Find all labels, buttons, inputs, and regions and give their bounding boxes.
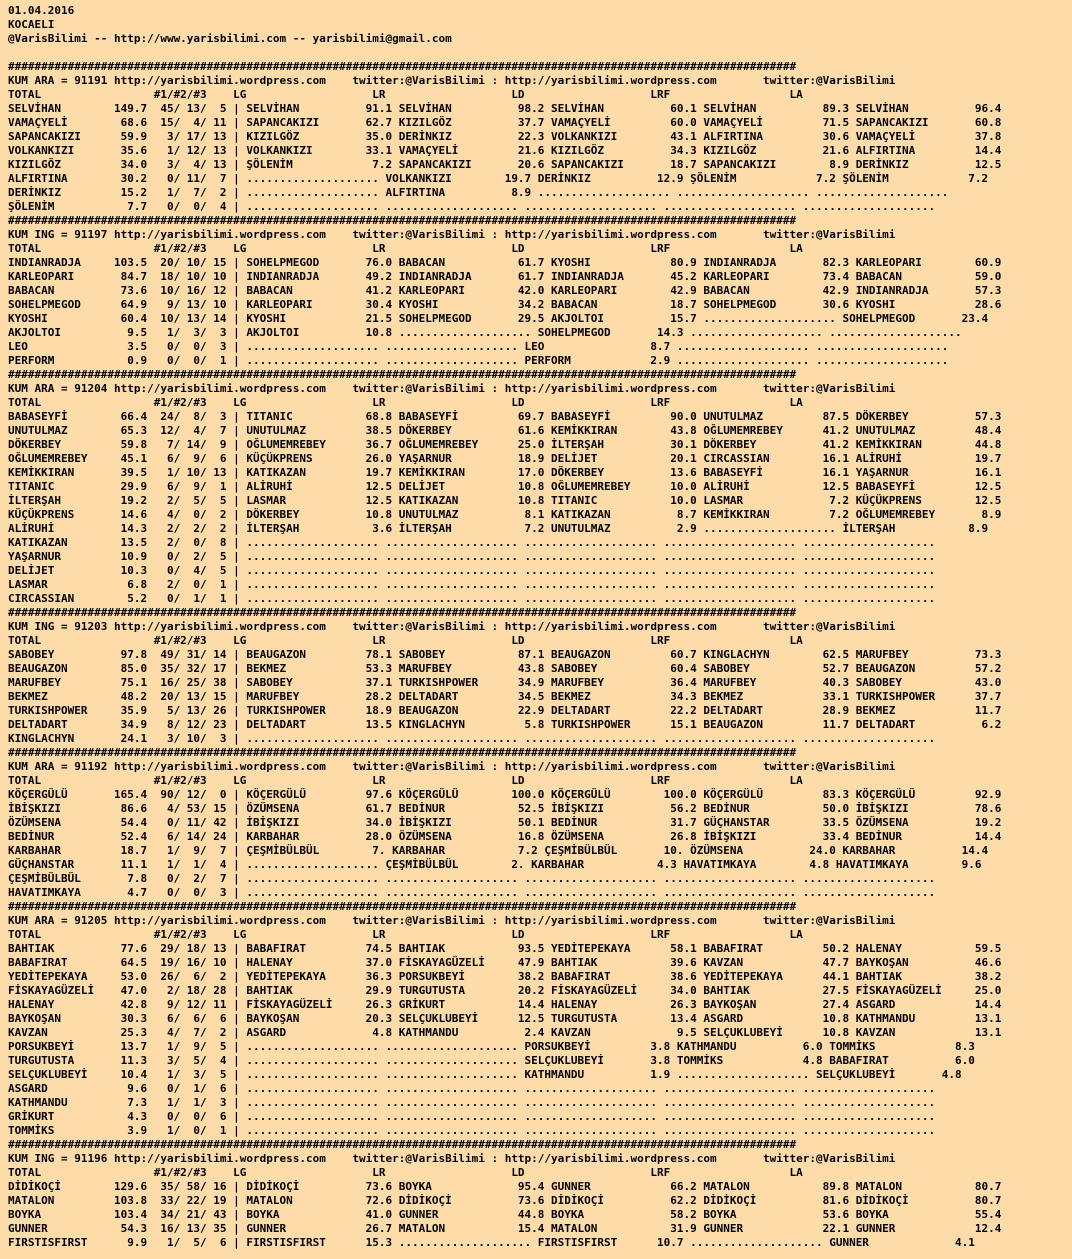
section-separator: ####################################################################################################################### [8, 368, 797, 381]
table-row: MARUFBEY 75.1 16/ 25/ 38 | SABOBEY 37.1 TURKISHPOWER 34.9 MARUFBEY 36.4 MARUFBEY 40.3 SABOBEY 43.0 [8, 676, 1002, 689]
race-section [8, 214, 1072, 368]
table-row: ŞÖLENİM 7.7 0/ 0/ 4 | .................... .................... .................... .................... .................... [8, 200, 936, 213]
column-headers: TOTAL #1/#2/#3 LG LR LD LRF LA [8, 1166, 803, 1179]
table-row: SABOBEY 97.8 49/ 31/ 14 | BEAUGAZON 78.1 SABOBEY 87.1 BEAUGAZON 60.7 KINGLACHYN 62.5 MARUFBEY 73.3 [8, 648, 1002, 661]
race-title: KUM ING = 91203 http://yarisbilimi.wordpress.com twitter:@VarisBilimi : http://yarisbilimi.wordpress.com twitter:@VarisBilimi [8, 620, 896, 633]
table-row: KAVZAN 25.3 4/ 7/ 2 | ASGARD 4.8 KATHMANDU 2.4 KAVZAN 9.5 SELÇUKLUBEYİ 10.8 KAVZAN 13.1 [8, 1026, 1002, 1039]
table-row: TURKISHPOWER 35.9 5/ 13/ 26 | TURKISHPOWER 18.9 BEAUGAZON 22.9 DELTADART 22.2 DELTADART 28.9 BEKMEZ 11.7 [8, 704, 1002, 717]
table-row: BABAFIRAT 64.5 19/ 16/ 10 | HALENAY 37.0 FİSKAYAGÜZELİ 47.9 BAHTIAK 39.6 KAVZAN 47.7 BAYKOŞAN 46.6 [8, 956, 1002, 969]
table-row: KÖÇERGÜLÜ 165.4 90/ 12/ 0 | KÖÇERGÜLÜ 97.6 KÖÇERGÜLÜ 100.0 KÖÇERGÜLÜ 100.0 KÖÇERGÜLÜ 83.3 KÖÇERGÜLÜ 92.9 [8, 788, 1002, 801]
table-row: DİDİKOÇİ 129.6 35/ 58/ 16 | DİDİKOÇİ 73.6 BOYKA 95.4 GUNNER 66.2 MATALON 89.8 MATALON 80.7 [8, 1180, 1002, 1193]
column-headers: TOTAL #1/#2/#3 LG LR LD LRF LA [8, 396, 803, 409]
table-row: OĞLUMEMREBEY 45.1 6/ 9/ 6 | KÜÇÜKPRENS 26.0 YAŞARNUR 18.9 DELİJET 20.1 CIRCASSIAN 16.1 ALİRUHİ 19.7 [8, 452, 1002, 465]
table-row: TITANIC 29.9 6/ 9/ 1 | ALİRUHİ 12.5 DELİJET 10.8 OĞLUMEMREBEY 10.0 ALİRUHİ 12.5 BABASEYFİ 12.5 [8, 480, 1002, 493]
race-section [8, 368, 1072, 606]
table-row: DERİNKIZ 15.2 1/ 7/ 2 | .................... ALFIRTINA 8.9 .................... .................... .................... [8, 186, 949, 199]
table-row: ÇEŞMİBÜLBÜL 7.8 0/ 2/ 7 | .................... .................... .................... .................... .................... [8, 872, 936, 885]
table-row: KATIKAZAN 13.5 2/ 0/ 8 | .................... .................... .................... .................... .................... [8, 536, 936, 549]
race-sections [8, 60, 1072, 1250]
race-title: KUM ING = 91196 http://yarisbilimi.wordpress.com twitter:@VarisBilimi : http://yarisbilimi.wordpress.com twitter:@VarisBilimi [8, 1152, 896, 1165]
table-row: LEO 3.5 0/ 0/ 3 | .................... .................... LEO 8.7 .................... .................... [8, 340, 949, 353]
table-row: BABASEYFİ 66.4 24/ 8/ 3 | TITANIC 68.8 BABASEYFİ 69.7 BABASEYFİ 90.0 UNUTULMAZ 87.5 DÖKERBEY 57.3 [8, 410, 1002, 423]
table-row: SELÇUKLUBEYİ 10.4 1/ 3/ 5 | .................... .................... KATHMANDU 1.9 .................... SELÇUKLUBEYİ 4.8 [8, 1068, 962, 1081]
table-row: VOLKANKIZI 35.6 1/ 12/ 13 | VOLKANKIZI 33.1 VAMAÇYELİ 21.6 KIZILGÖZ 34.3 KIZILGÖZ 21.6 ALFIRTINA 14.4 [8, 144, 1002, 157]
table-row: KYOSHI 60.4 10/ 13/ 14 | KYOSHI 21.5 SOHELPMEGOD 29.5 AKJOLTOI 15.7 .................... SOHELPMEGOD 23.4 [8, 312, 989, 325]
race-section [8, 746, 1072, 900]
table-row: KINGLACHYN 24.1 3/ 10/ 3 | .................... .................... .................... .................... .................... [8, 732, 936, 745]
report-date: 01.04.2016 [8, 4, 75, 17]
table-row: PORSUKBEYİ 13.7 1/ 9/ 5 | .................... .................... PORSUKBEYİ 3.8 KATHMANDU 6.0 TOMMİKS 8.3 [8, 1040, 975, 1053]
table-row: LASMAR 6.8 2/ 0/ 1 | .................... .................... .................... .................... .................... [8, 578, 936, 591]
table-row: GUNNER 54.3 16/ 13/ 35 | GUNNER 26.7 MATALON 15.4 MATALON 31.9 GUNNER 22.1 GUNNER 12.4 [8, 1222, 1002, 1235]
table-row: TOMMİKS 3.9 1/ 0/ 1 | .................... .................... .................... .................... .................... [8, 1124, 936, 1137]
table-row: PERFORM 0.9 0/ 0/ 1 | .................... .................... PERFORM 2.9 .................... .................... [8, 354, 949, 367]
table-row: BOYKA 103.4 34/ 21/ 43 | BOYKA 41.0 GUNNER 44.8 BOYKA 58.2 BOYKA 53.6 BOYKA 55.4 [8, 1208, 1002, 1221]
race-section [8, 900, 1072, 1138]
column-headers: TOTAL #1/#2/#3 LG LR LD LRF LA [8, 88, 803, 101]
section-separator: ####################################################################################################################### [8, 1138, 797, 1151]
section-separator: ####################################################################################################################### [8, 60, 797, 73]
table-row: KARBAHAR 18.7 1/ 9/ 7 | ÇEŞMİBÜLBÜL 7. KARBAHAR 7.2 ÇEŞMİBÜLBÜL 10. ÖZÜMSENA 24.0 KARBAHAR 14.4 [8, 844, 989, 857]
table-row: İLTERŞAH 19.2 2/ 5/ 5 | LASMAR 12.5 KATIKAZAN 10.8 TITANIC 10.0 LASMAR 7.2 KÜÇÜKPRENS 12.5 [8, 494, 1002, 507]
table-row: SOHELPMEGOD 64.9 9/ 13/ 10 | KARLEOPARI 30.4 KYOSHI 34.2 BABACAN 18.7 SOHELPMEGOD 30.6 KYOSHI 28.6 [8, 298, 1002, 311]
table-row: KEMİKKIRAN 39.5 1/ 10/ 13 | KATIKAZAN 19.7 KEMİKKIRAN 17.0 DÖKERBEY 13.6 BABASEYFİ 16.1 YAŞARNUR 16.1 [8, 466, 1002, 479]
table-row: ALİRUHİ 14.3 2/ 2/ 2 | İLTERŞAH 3.6 İLTERŞAH 7.2 UNUTULMAZ 2.9 .................... İLTERŞAH 8.9 [8, 522, 989, 535]
section-separator: ####################################################################################################################### [8, 606, 797, 619]
race-section [8, 60, 1072, 214]
section-separator: ####################################################################################################################### [8, 900, 797, 913]
table-row: MATALON 103.8 33/ 22/ 19 | MATALON 72.6 DİDİKOÇİ 73.6 DİDİKOÇİ 62.2 DİDİKOÇİ 81.6 DİDİKOÇİ 80.7 [8, 1194, 1002, 1207]
table-row: INDIANRADJA 103.5 20/ 10/ 15 | SOHELPMEGOD 76.0 BABACAN 61.7 KYOSHI 80.9 INDIANRADJA 82.3 KARLEOPARI 60.9 [8, 256, 1002, 269]
table-row: VAMAÇYELİ 68.6 15/ 4/ 11 | SAPANCAKIZI 62.7 KIZILGÖZ 37.7 VAMAÇYELİ 60.0 VAMAÇYELİ 71.5 SAPANCAKIZI 60.8 [8, 116, 1002, 129]
table-row: İBİŞKIZI 86.6 4/ 53/ 15 | ÖZÜMSENA 61.7 BEDİNUR 52.5 İBİŞKIZI 56.2 BEDİNUR 50.0 İBİŞKIZI 78.6 [8, 802, 1002, 815]
table-row: ASGARD 9.6 0/ 1/ 6 | .................... .................... .................... .................... .................... [8, 1082, 936, 1095]
table-row: BAHTIAK 77.6 29/ 18/ 13 | BABAFIRAT 74.5 BAHTIAK 93.5 YEDİTEPEKAYA 58.1 BABAFIRAT 50.2 HALENAY 59.5 [8, 942, 1002, 955]
table-row: BAYKOŞAN 30.3 6/ 6/ 6 | BAYKOŞAN 20.3 SELÇUKLUBEYİ 12.5 TURGUTUSTA 13.4 ASGARD 10.8 KATHMANDU 13.1 [8, 1012, 1002, 1025]
table-row: KARLEOPARI 84.7 18/ 10/ 10 | INDIANRADJA 49.2 INDIANRADJA 61.7 INDIANRADJA 45.2 KARLEOPARI 73.4 BABACAN 59.0 [8, 270, 1002, 283]
table-row: FİSKAYAGÜZELİ 47.0 2/ 18/ 28 | BAHTIAK 29.9 TURGUTUSTA 20.2 FİSKAYAGÜZELİ 34.0 BAHTIAK 27.5 FİSKAYAGÜZELİ 25.0 [8, 984, 1002, 997]
race-title: KUM ARA = 91205 http://yarisbilimi.wordpress.com twitter:@VarisBilimi : http://yarisbilimi.wordpress.com twitter:@VarisBilimi [8, 914, 896, 927]
race-section [8, 606, 1072, 746]
report-city: KOCAELI [8, 18, 55, 31]
column-headers: TOTAL #1/#2/#3 LG LR LD LRF LA [8, 634, 803, 647]
table-row: KIZILGÖZ 34.0 3/ 4/ 13 | ŞÖLENİM 7.2 SAPANCAKIZI 20.6 SAPANCAKIZI 18.7 SAPANCAKIZI 8.9 DERİNKIZ 12.5 [8, 158, 1002, 171]
table-row: YAŞARNUR 10.9 0/ 2/ 5 | .................... .................... .................... .................... .................... [8, 550, 936, 563]
table-row: SAPANCAKIZI 59.9 3/ 17/ 13 | KIZILGÖZ 35.0 DERİNKIZ 22.3 VOLKANKIZI 43.1 ALFIRTINA 30.6 VAMAÇYELİ 37.8 [8, 130, 1002, 143]
table-row: GRİKURT 4.3 0/ 0/ 6 | .................... .................... .................... .................... .................... [8, 1110, 936, 1123]
column-headers: TOTAL #1/#2/#3 LG LR LD LRF LA [8, 242, 803, 255]
table-row: BEKMEZ 48.2 20/ 13/ 15 | MARUFBEY 28.2 DELTADART 34.5 BEKMEZ 34.3 BEKMEZ 33.1 TURKISHPOWER 37.7 [8, 690, 1002, 703]
blank-line [8, 46, 1072, 60]
table-row: TURGUTUSTA 11.3 3/ 5/ 4 | .................... .................... SELÇUKLUBEYİ 3.8 TOMMİKS 4.8 BABAFIRAT 6.0 [8, 1054, 975, 1067]
contact-line: @VarisBilimi -- http://www.yarisbilimi.com -- yarisbilimi@gmail.com [8, 32, 452, 45]
column-headers: TOTAL #1/#2/#3 LG LR LD LRF LA [8, 774, 803, 787]
column-headers: TOTAL #1/#2/#3 LG LR LD LRF LA [8, 928, 803, 941]
race-title: KUM ARA = 91192 http://yarisbilimi.wordpress.com twitter:@VarisBilimi : http://yarisbilimi.wordpress.com twitter:@VarisBilimi [8, 760, 896, 773]
table-row: KÜÇÜKPRENS 14.6 4/ 0/ 2 | DÖKERBEY 10.8 UNUTULMAZ 8.1 KATIKAZAN 8.7 KEMİKKIRAN 7.2 OĞLUMEMREBEY 8.9 [8, 508, 1002, 521]
table-row: KATHMANDU 7.3 1/ 1/ 3 | .................... .................... .................... .................... .................... [8, 1096, 936, 1109]
table-row: GÜÇHANSTAR 11.1 1/ 1/ 4 | .................... ÇEŞMİBÜLBÜL 2. KARBAHAR 4.3 HAVATIMKAYA 4.8 HAVATIMKAYA 9.6 [8, 858, 982, 871]
race-title: KUM ARA = 91204 http://yarisbilimi.wordpress.com twitter:@VarisBilimi : http://yarisbilimi.wordpress.com twitter:@VarisBilimi [8, 382, 896, 395]
table-row: BABACAN 73.6 10/ 16/ 12 | BABACAN 41.2 KARLEOPARI 42.0 KARLEOPARI 42.9 BABACAN 42.9 INDIANRADJA 57.3 [8, 284, 1002, 297]
table-row: BEDİNUR 52.4 6/ 14/ 24 | KARBAHAR 28.0 ÖZÜMSENA 16.8 ÖZÜMSENA 26.8 İBİŞKIZI 33.4 BEDİNUR 14.4 [8, 830, 1002, 843]
section-separator: ####################################################################################################################### [8, 746, 797, 759]
table-row: UNUTULMAZ 65.3 12/ 4/ 7 | UNUTULMAZ 38.5 DÖKERBEY 61.6 KEMİKKIRAN 43.8 OĞLUMEMREBEY 41.2 UNUTULMAZ 48.4 [8, 424, 1002, 437]
table-row: AKJOLTOI 9.5 1/ 3/ 3 | AKJOLTOI 10.8 .................... SOHELPMEGOD 14.3 .................... .................... [8, 326, 962, 339]
table-row: DÖKERBEY 59.8 7/ 14/ 9 | OĞLUMEMREBEY 36.7 OĞLUMEMREBEY 25.0 İLTERŞAH 30.1 DÖKERBEY 41.2 KEMİKKIRAN 44.8 [8, 438, 1002, 451]
table-row: BEAUGAZON 85.0 35/ 32/ 17 | BEKMEZ 53.3 MARUFBEY 43.8 SABOBEY 60.4 SABOBEY 52.7 BEAUGAZON 57.2 [8, 662, 1002, 675]
table-row: ALFIRTINA 30.2 0/ 11/ 7 | .................... VOLKANKIZI 19.7 DERİNKIZ 12.9 ŞÖLENİM 7.2 ŞÖLENİM 7.2 [8, 172, 989, 185]
table-row: DELİJET 10.3 0/ 4/ 5 | .................... .................... .................... .................... .................... [8, 564, 936, 577]
table-row: HAVATIMKAYA 4.7 0/ 0/ 3 | .................... .................... .................... .................... .................... [8, 886, 936, 899]
table-row: FIRSTISFIRST 9.9 1/ 5/ 6 | FIRSTISFIRST 15.3 .................... FIRSTISFIRST 10.7 .................... GUNNER 4.1 [8, 1236, 975, 1249]
section-separator: ####################################################################################################################### [8, 214, 797, 227]
race-section [8, 1138, 1072, 1250]
table-row: CIRCASSIAN 5.2 0/ 1/ 1 | .................... .................... .................... .................... .................... [8, 592, 936, 605]
table-row: SELVİHAN 149.7 45/ 13/ 5 | SELVİHAN 91.1 SELVİHAN 98.2 SELVİHAN 60.1 SELVİHAN 89.3 SELVİHAN 96.4 [8, 102, 1002, 115]
table-row: HALENAY 42.8 9/ 12/ 11 | FİSKAYAGÜZELİ 26.3 GRİKURT 14.4 HALENAY 26.3 BAYKOŞAN 27.4 ASGARD 14.4 [8, 998, 1002, 1011]
race-title: KUM ING = 91197 http://yarisbilimi.wordpress.com twitter:@VarisBilimi : http://yarisbilimi.wordpress.com twitter:@VarisBilimi [8, 228, 896, 241]
race-title: KUM ARA = 91191 http://yarisbilimi.wordpress.com twitter:@VarisBilimi : http://yarisbilimi.wordpress.com twitter:@VarisBilimi [8, 74, 896, 87]
table-row: YEDİTEPEKAYA 53.0 26/ 6/ 2 | YEDİTEPEKAYA 36.3 PORSUKBEYİ 38.2 BABAFIRAT 38.6 YEDİTEPEKAYA 44.1 BAHTIAK 38.2 [8, 970, 1002, 983]
table-row: DELTADART 34.9 8/ 12/ 23 | DELTADART 13.5 KINGLACHYN 5.8 TURKISHPOWER 15.1 BEAUGAZON 11.7 DELTADART 6.2 [8, 718, 1002, 731]
table-row: ÖZÜMSENA 54.4 0/ 11/ 42 | İBİŞKIZI 34.0 İBİŞKIZI 50.1 BEDİNUR 31.7 GÜÇHANSTAR 33.5 ÖZÜMSENA 19.2 [8, 816, 1002, 829]
